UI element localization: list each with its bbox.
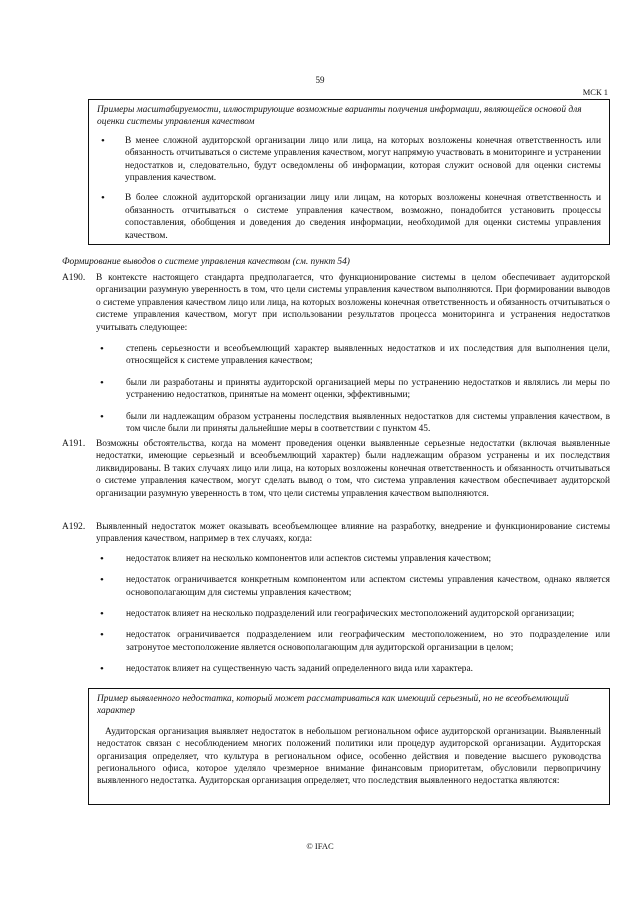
list-item: • недостаток влияет на несколько подразделений или географических местоположений аудиторской организации; (100, 608, 575, 621)
document-code: МСК 1 (582, 87, 608, 97)
bullet-icon: • (100, 663, 104, 676)
paragraph-a192 (62, 521, 610, 676)
box-heading: Пример выявленного недостатка, который может рассматриваться как имеющий серьезный, но не всеобъемлющий характер (97, 694, 569, 717)
paragraph-number: A191. (62, 439, 86, 449)
section-heading: Формирование выводов о системе управления качеством (см. пункт 54) (62, 257, 350, 267)
bullet-icon: • (100, 574, 104, 587)
list-item: • В менее сложной аудиторской организации лицо или лица, на которых возложены конечная ответственность или обязанность отчитываться о системе управления качеством, могут напрямую участвовать в мониторинге и устранении недостатков и, следовательно, будут осведомлены об информации, которая служит основой для оценки системы управления качеством. (101, 134, 601, 184)
list-item: • В более сложной аудиторской организации лицу или лицам, на которых возложены конечная ответственность и обязанность отчитываться о системе управления качеством, возможно, понадобится установить процессы сопоставления, обобщения и доведения до сведения информации, необходимой для оценки системы управления качеством. (101, 192, 601, 241)
example-deficiency-box (88, 688, 610, 805)
paragraph-text: В контексте настоящего стандарта предполагается, что функционирование системы в целом обеспечивает аудиторской организации разумную уверенность в том, что цели системы управления качеством выполняются. При формировании выводов о системе управления качеством лицо или лица, на которых возложены конечная ответственность и обязанность отчитываться о системе управления качеством, могут при использовании результатов процесса мониторинга и устранения недостатков учитывать следующее: (96, 273, 610, 333)
list-item: • были ли разработаны и приняты аудиторской организацией меры по устранению недостатков и являлись ли меры по устранению недостатков, принятые на момент оценки, эффективными; (100, 376, 610, 401)
list-item: • недостаток влияет на существенную часть заданий определенного вида или характера. (100, 663, 473, 676)
footer-copyright: © IFAC (306, 841, 334, 851)
box-bullet-list (97, 135, 601, 242)
list-item: • недостаток ограничивается конкретным компонентом или аспектом системы управления качеством, однако является основополагающим для системы управления качеством; (100, 574, 610, 598)
bullet-icon: • (100, 376, 104, 389)
page-number: 59 (315, 75, 325, 85)
bullet-icon: • (100, 629, 104, 642)
list-item: • недостаток ограничивается подразделением или географическим местоположением, но это подразделение или затронутое местоположение является основополагающим для аудиторской организации в целом; (100, 629, 610, 653)
paragraph-text: Возможны обстоятельства, когда на момент проведения оценки выявленные серьезные недостатки (включая выявленные недостатки, имеющие серьезный и всеобъемлющий характер) были надлежащим образом устранены и их последствия ликвидированы. В таких случаях лицо или лица, на которых возложены конечная ответственность и обязанность отчитываться о системе управления качеством, могут сделать вывод о том, что система управления качеством обеспечивает аудиторской организации разумную уверенность в том, что цели системы управления качеством выполняются. (96, 439, 610, 499)
bullet-icon: • (100, 608, 104, 621)
bullet-icon: • (100, 552, 104, 565)
bullet-icon: • (100, 343, 104, 356)
scalability-examples-box (88, 99, 610, 245)
paragraph-number: A190. (62, 273, 86, 283)
bullet-icon: • (101, 134, 105, 147)
paragraph-a191 (62, 438, 610, 500)
paragraph-a190 (62, 272, 610, 435)
box-text: Аудиторская организация выявляет недостаток в небольшом региональном офисе аудиторской организации. Выявленный недостаток связан с несоблюдением многих положений политики или процедур аудиторской организации. Аудиторская организация определяет, что культура в региональном офисе, особенно действия и поведение высшего руководства регионального офиса, которое уделяло чрезмерное внимание финансовым приоритетам, обусловили первопричину выявленного недостатка. Аудиторская организация определяет, что последствия выявленного недостатка являются: (97, 726, 601, 787)
list-item: • степень серьезности и всеобъемлющий характер выявленных недостатков и их последствия для выполнения цели, относящейся к системе управления качеством; (100, 343, 610, 367)
paragraph-number: A192. (62, 522, 86, 532)
paragraph-bullet-list (96, 553, 610, 676)
list-item: • недостаток влияет на несколько компонентов или аспектов системы управления качеством; (100, 552, 492, 565)
list-item: • были ли надлежащим образом устранены последствия выявленных недостатков для системы управления качеством, в том числе были ли приняты дальнейшие меры в соответствии с пунктом 45. (100, 410, 610, 435)
bullet-icon: • (100, 410, 104, 423)
bullet-icon: • (101, 192, 105, 205)
paragraph-bullet-list (96, 343, 610, 435)
paragraph-text: Выявленный недостаток может оказывать всеобъемлющее влияние на разработку, внедрение и функционирование системы управления качеством, например в тех случаях, когда: (96, 522, 610, 545)
box-heading: Примеры масштабируемости, иллюстрирующие возможные варианты получения информации, являющейся основой для оценки системы управления качеством (97, 105, 582, 128)
